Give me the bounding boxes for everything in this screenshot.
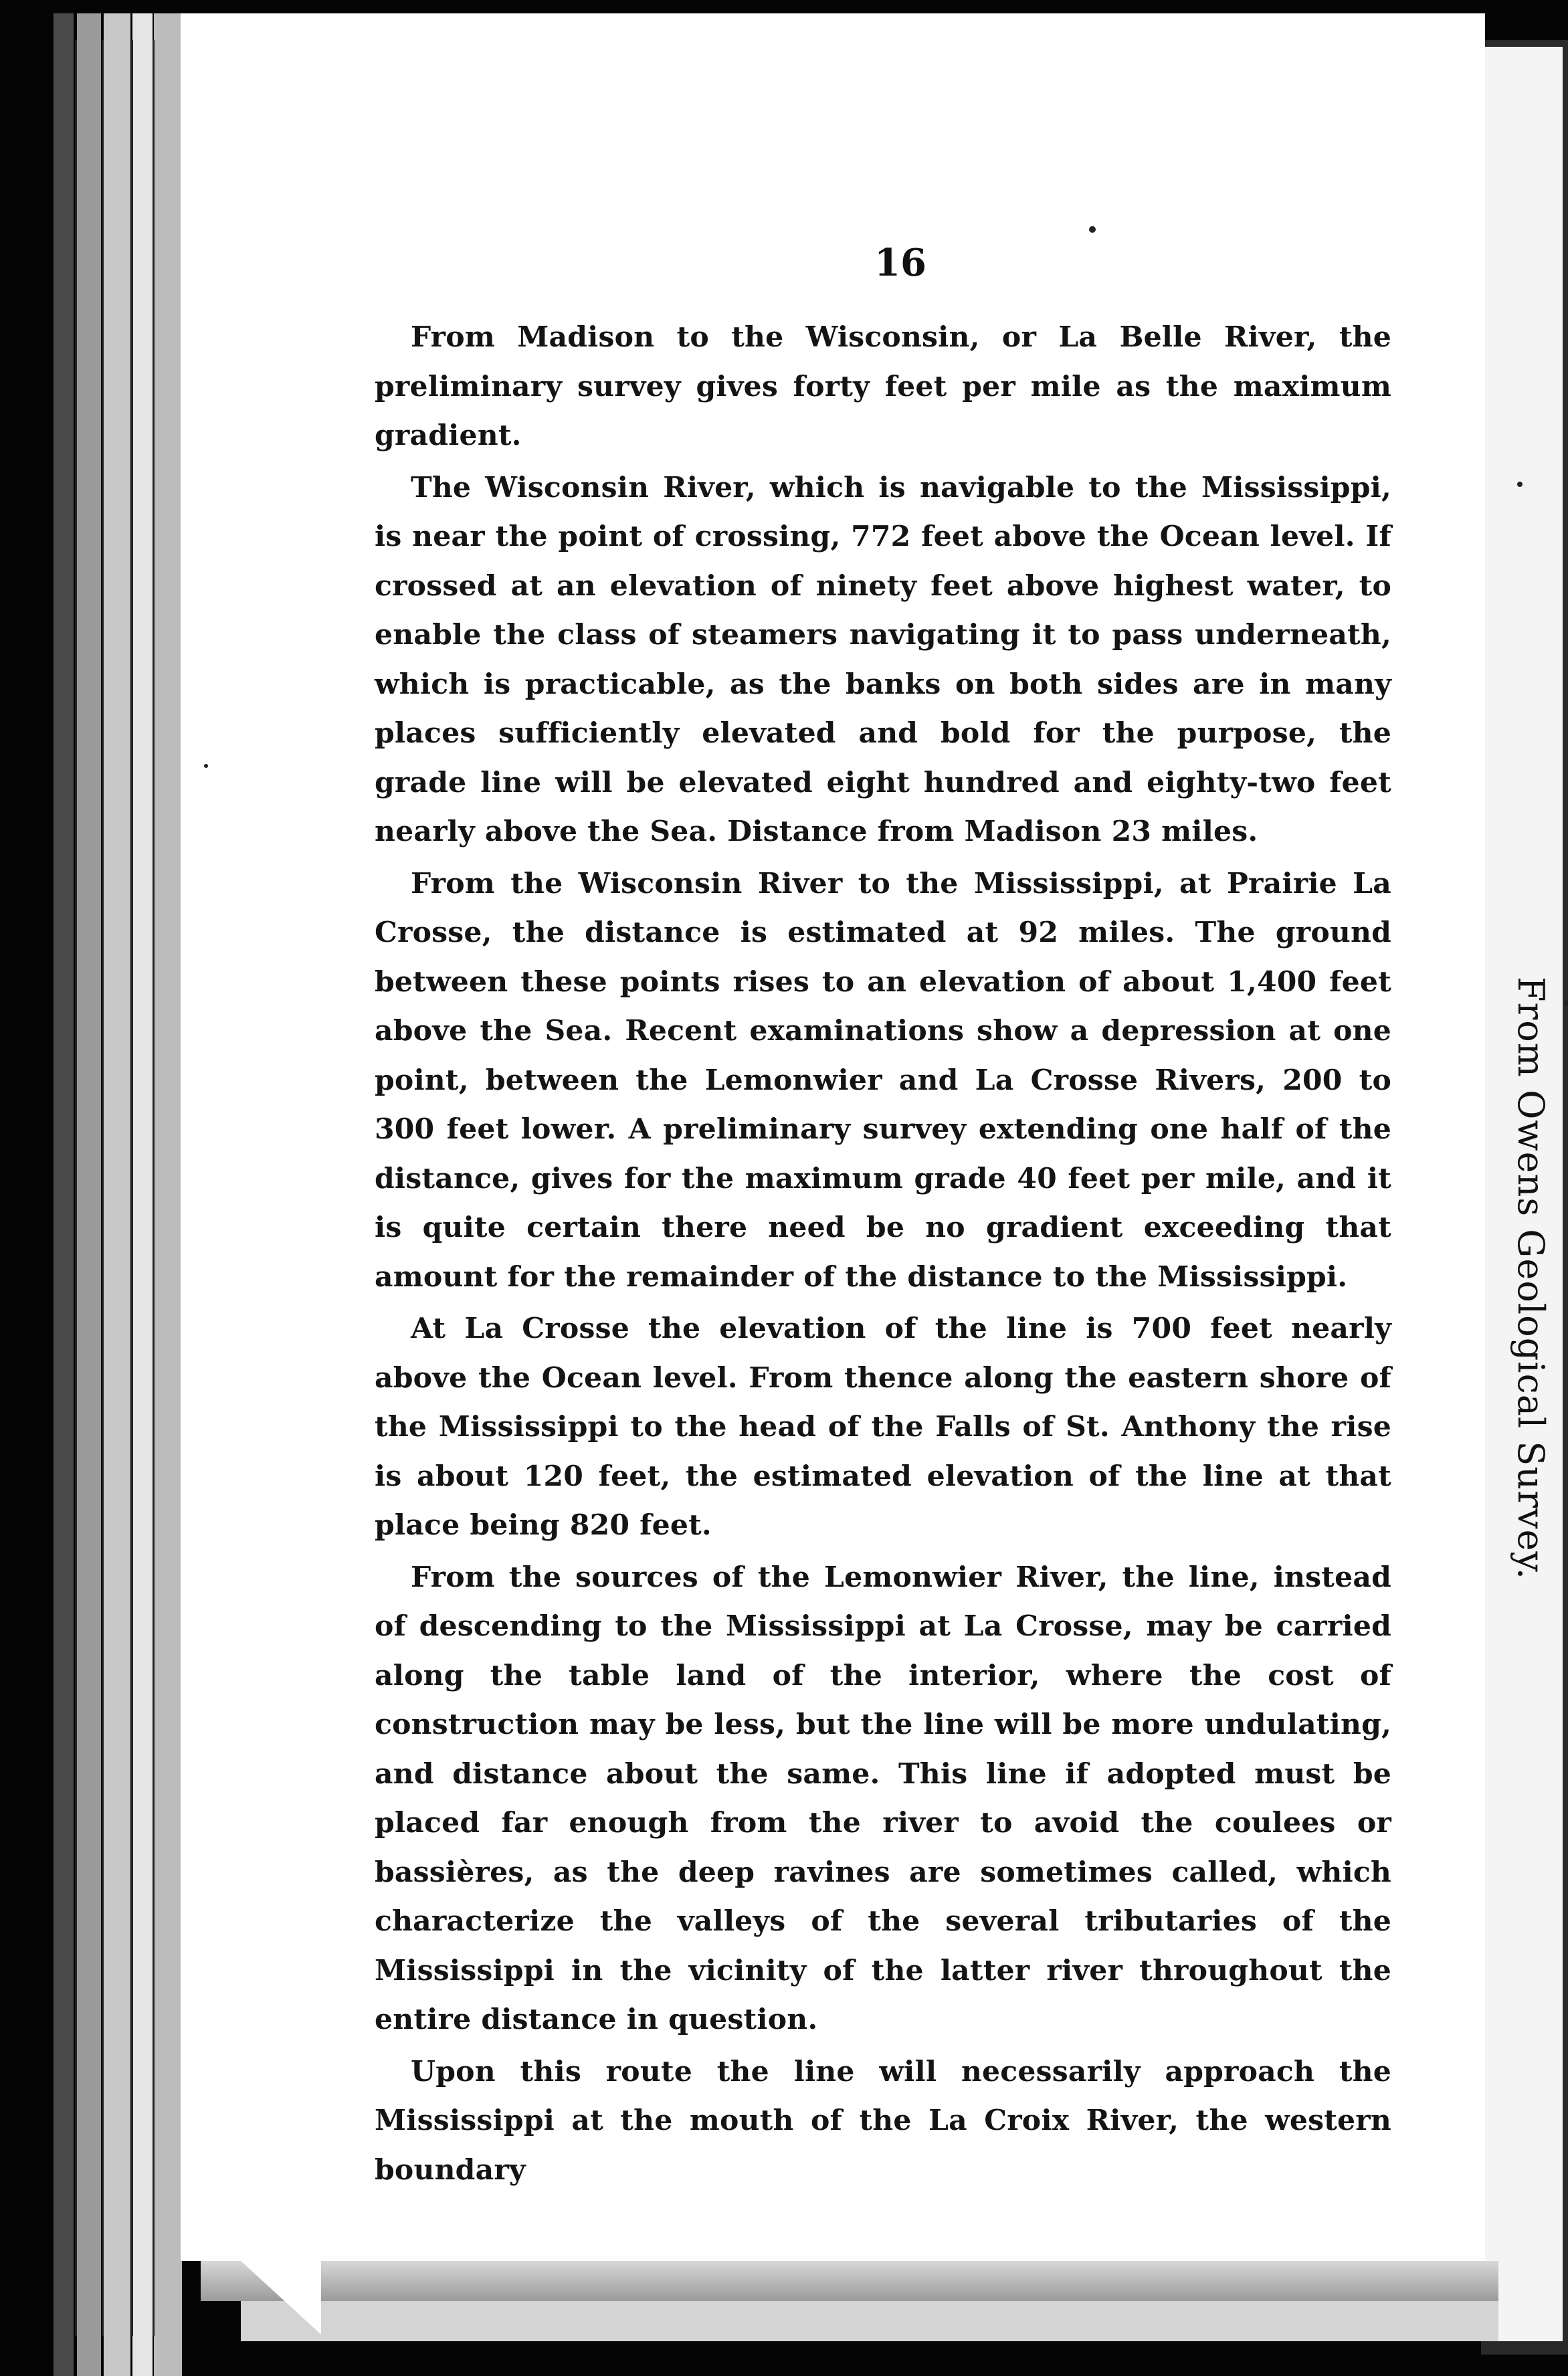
page-bottom-shadow [201,2261,1498,2301]
page-edge-line [102,40,104,2336]
page-edge-line [75,40,77,2336]
paragraph: From Madison to the Wisconsin, or La Belle River, the preliminary survey gives forty feet per mile as the maximum gradient. [375,320,1391,452]
speck-mark [204,764,208,768]
book-spine-edge [132,13,153,2376]
torn-corner [241,2261,321,2335]
book-spine-edge [154,13,182,2376]
book-spine-edge [54,13,74,2376]
speck-mark [1089,226,1096,233]
page-number: 16 [874,241,926,285]
paragraph: From the sources of the Lemonwier River, the line, instead of descending to the Mississippi at La Crosse, may be carried along the table land of the interior, where the cost of construction may be less, but the line will be more undulating, and distance about the same. This line if adopted must be placed far enough from the river to avoid the coulees or bassières, as the deep ravines are sometimes called, which characterize the valleys of the several tributaries of the Mississippi in the vicinity of the latter river throughout the entire distance in question. [375,1560,1391,2036]
page-bottom-edge [241,2301,1498,2341]
book-spine-edge [77,13,101,2376]
speck-mark [1517,482,1523,487]
speck-mark [1564,1001,1568,1006]
paragraph: Upon this route the line will necessarily approach the Mississippi at the mouth of the La Croix River, the western boundary [375,2054,1391,2187]
body-text [375,313,1391,2197]
page-edge-line [131,40,133,2336]
book-spine-edge [104,13,130,2376]
paragraph: At La Crosse the elevation of the line is 700 feet nearly above the Ocean level. From thence along the eastern shore of the Mississippi to the head of the Falls of St. Anthony the rise is about 120 feet, the estimated elevation of the line at that place being 820 feet. [375,1312,1391,1542]
page-edge-line [153,40,155,2336]
facing-page-caption: From Owens Geological Survey. [1510,977,1552,1580]
paragraph: From the Wisconsin River to the Mississippi, at Prairie La Crosse, the distance is estimated at 92 miles. The ground between these points rises to an elevation of about 1,400 feet above the Sea. Recent examinations show a depression at one point, between the Lemonwier and La Crosse Rivers, 200 to 300 feet lower. A preliminary survey extending one half of the distance, gives for the maximum grade 40 feet per mile, and it is quite certain there need be no gradient exceeding that amount for the remainder of the distance to the Mississippi. [375,866,1391,1294]
paragraph: The Wisconsin River, which is navigable to the Mississippi, is near the point of crossing, 772 feet above the Ocean level. If crossed at an elevation of ninety feet above highest water, to enable the class of steamers navigating it to pass underneath, which is practicable, as the banks on both sides are in many places sufficiently elevated and bold for the purpose, the grade line will be elevated eight hundred and eighty-two feet nearly above the Sea. Distance from Madison 23 miles. [375,470,1391,848]
